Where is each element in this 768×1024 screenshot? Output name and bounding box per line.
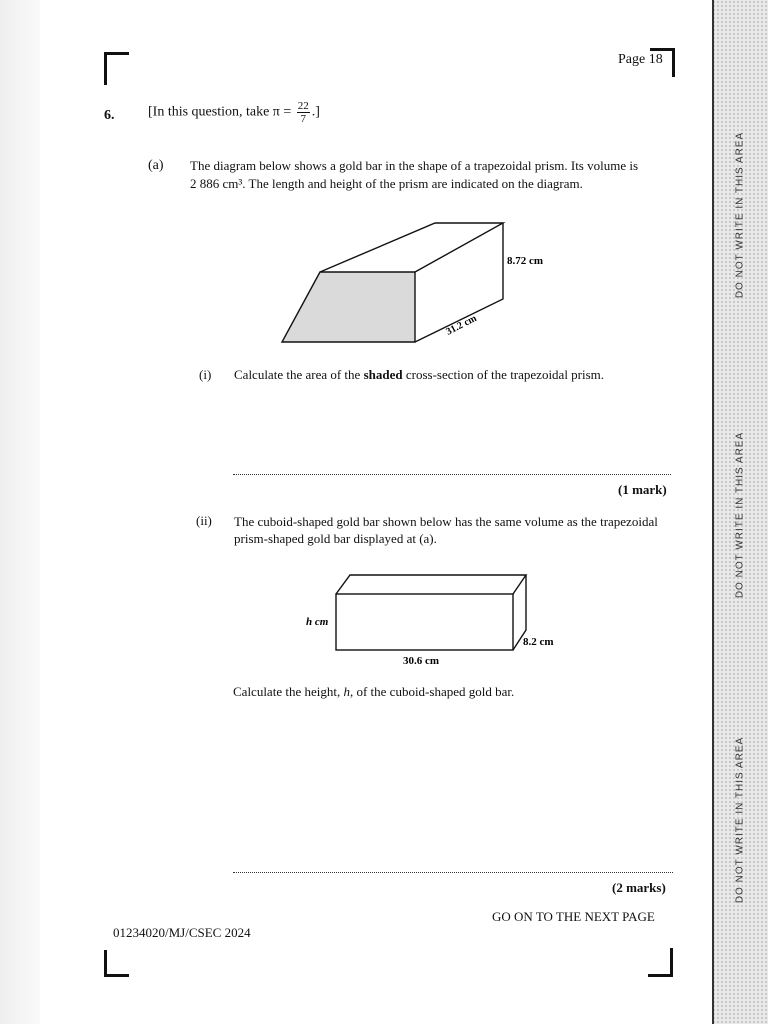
part-a-label: (a) [148,158,164,173]
answer-line-a-i[interactable] [233,474,671,475]
corner-mark-top-left [104,52,129,85]
answer-line-a-ii[interactable] [233,872,673,873]
part-a-ii-calc: Calculate the height, h, of the cuboid-shaped gold bar. [233,684,515,699]
part-a-ii-text: The cuboid-shaped gold bar shown below has the same volume as the trapezoidal prism-shaped gold bar displayed at (a). [234,514,658,546]
prism-length-label: 31.2 cm [444,312,479,338]
margin-border [712,0,714,1024]
part-a-i-text: Calculate the area of the shaded cross-section of the trapezoidal prism. [234,367,605,382]
pi-fraction: $\frac{22}{7}$ [297,100,309,125]
cuboid-front-face [336,594,513,650]
question-number: 6. [104,108,115,123]
part-a-i-label: (i) [199,367,212,382]
shaded-cross-section [282,272,415,342]
cuboid-height-label: h cm [306,616,329,628]
cuboid-diagram [300,568,570,673]
page-number: Page 18 [618,52,663,67]
part-a-ii-marks: (2 marks) [612,880,666,895]
trapezoidal-prism-diagram [270,215,570,355]
part-a-text: The diagram below shows a gold bar in the shape of a trapezoidal prism. Its volume is 2 886 cm³. The length and height of the prism are indicated on the diagram. [190,158,639,191]
prism-height-label: 8.72 cm [507,255,544,267]
corner-mark-bottom-right [648,948,673,977]
question-instruction: [In this question, take π = $\frac{22}{7}$ .] [148,100,320,125]
cuboid-length-label: 30.6 cm [403,655,440,667]
next-page-note: GO ON TO THE NEXT PAGE [492,909,655,924]
margin-warning-1: DO NOT WRITE IN THIS AREA [734,131,746,299]
exam-code: 01234020/MJ/CSEC 2024 [113,925,251,940]
part-a-i-marks: (1 mark) [618,482,667,497]
scan-shadow [0,0,40,1024]
prism-top-face [320,223,503,272]
cuboid-depth-label: 8.2 cm [523,636,554,648]
corner-mark-bottom-left [104,950,129,977]
part-a-ii-label: (ii) [196,513,212,528]
margin-warning-3: DO NOT WRITE IN THIS AREA [734,736,746,904]
margin-warning-2: DO NOT WRITE IN THIS AREA [734,431,746,599]
cuboid-top-face [336,575,526,594]
